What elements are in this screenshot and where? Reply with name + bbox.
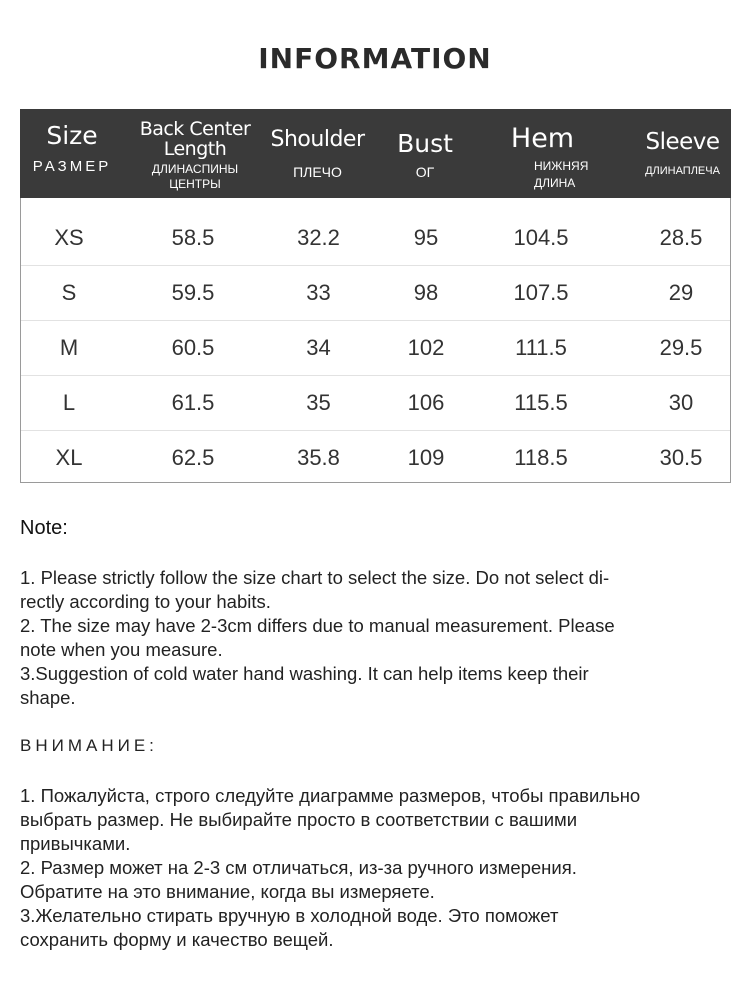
russian-note-heading: ВНИМАНИЕ: — [20, 736, 158, 755]
cell-hem: 104.5 — [513, 225, 569, 250]
header-hem-ru: НИЖНЯЯ ДЛИНА — [534, 159, 589, 190]
table-row — [21, 321, 730, 376]
cell-size: S — [61, 280, 77, 305]
cell-sleeve: 29.5 — [659, 335, 703, 360]
header-shoulder-en: Shoulder — [270, 127, 365, 152]
cell-shoulder: 35 — [306, 390, 331, 415]
cell-sleeve: 30.5 — [659, 445, 703, 470]
cell-shoulder: 33 — [306, 280, 331, 305]
cell-sleeve: 29 — [668, 280, 694, 305]
header-size-ru: РАЗМЕР — [32, 158, 112, 175]
table-header — [20, 109, 731, 198]
table-row — [21, 211, 730, 266]
table-row — [21, 431, 730, 485]
header-bust — [375, 109, 475, 198]
russian-note-line: 2. Размер может на 2-3 см отличаться, из-за ручного измерения. — [20, 857, 577, 878]
cell-hem: 111.5 — [515, 335, 567, 360]
header-sleeve — [620, 109, 745, 198]
cell-hem: 107.5 — [513, 280, 569, 305]
header-sleeve-ru: ДЛИНАПЛЕЧА — [645, 165, 720, 177]
note-body — [20, 566, 720, 710]
russian-note-line: 1. Пожалуйста, строго следуйте диаграмме размеров, чтобы правильно — [20, 785, 641, 806]
cell-size: M — [59, 335, 79, 360]
cell-back-center-length: 58.5 — [171, 225, 215, 250]
header-back-center-length-ru: ДЛИНАСПИНЫЦЕНТРЫ — [151, 162, 239, 191]
cell-size: L — [62, 390, 76, 415]
note-heading: Note: — [20, 517, 68, 539]
table-row — [21, 376, 730, 431]
header-sleeve-en: Sleeve — [645, 129, 720, 155]
cell-bust: 109 — [407, 445, 445, 470]
russian-note-line: Обратите на это внимание, когда вы измеряете. — [20, 881, 435, 902]
header-shoulder — [260, 109, 375, 198]
cell-bust: 102 — [407, 335, 445, 360]
table-row — [21, 266, 730, 321]
header-bust-en: Bust — [397, 129, 453, 158]
russian-note-body — [20, 784, 730, 952]
cell-sleeve: 28.5 — [659, 225, 703, 250]
cell-back-center-length: 61.5 — [171, 390, 215, 415]
note-line: note when you measure. — [20, 639, 223, 660]
cell-size: XS — [54, 225, 84, 250]
cell-shoulder: 32.2 — [297, 225, 340, 250]
russian-note-line: 3.Желательно стирать вручную в холодной воде. Это поможет — [20, 905, 559, 926]
header-bust-ru: ОГ — [415, 164, 435, 180]
russian-note-line: выбрать размер. Не выбирайте просто в соответствии с вашими — [20, 809, 578, 830]
cell-sleeve: 30 — [668, 390, 694, 415]
note-line: 1. Please strictly follow the size chart to select the size. Do not select di- — [20, 567, 610, 588]
cell-back-center-length: 60.5 — [171, 335, 215, 360]
table-body — [21, 211, 730, 485]
russian-note-line: привычками. — [20, 833, 131, 854]
size-chart-table — [20, 109, 731, 483]
cell-bust: 106 — [407, 390, 445, 415]
note-line: 3.Suggestion of cold water hand washing. It can help items keep their — [20, 663, 589, 684]
cell-bust: 95 — [413, 225, 439, 250]
russian-note-line: сохранить форму и качество вещей. — [20, 929, 334, 950]
header-size — [20, 109, 124, 198]
header-shoulder-ru: ПЛЕЧО — [293, 164, 342, 180]
header-size-en: Size — [46, 121, 98, 150]
header-hem — [480, 109, 605, 198]
header-hem-en: Hem — [510, 123, 575, 154]
cell-shoulder: 35.8 — [297, 445, 340, 470]
page-title: INFORMATION — [258, 42, 492, 75]
cell-hem: 115.5 — [514, 390, 568, 415]
note-line: rectly according to your habits. — [20, 591, 271, 612]
cell-bust: 98 — [413, 280, 439, 305]
cell-shoulder: 34 — [306, 335, 331, 360]
cell-back-center-length: 59.5 — [171, 280, 215, 305]
cell-back-center-length: 62.5 — [171, 445, 215, 470]
cell-hem: 118.5 — [514, 445, 568, 470]
header-back-center-length — [130, 109, 260, 198]
note-line: 2. The size may have 2-3cm differs due to manual measurement. Please — [20, 615, 615, 636]
header-back-center-length-en: Back Center Length — [139, 118, 251, 160]
cell-size: XL — [55, 445, 83, 470]
note-line: shape. — [20, 687, 76, 708]
